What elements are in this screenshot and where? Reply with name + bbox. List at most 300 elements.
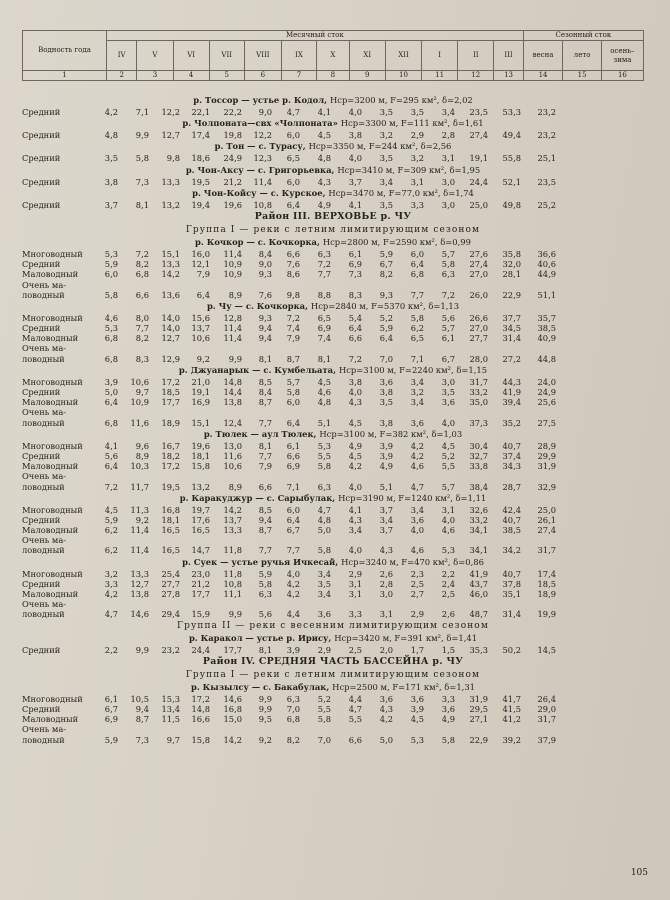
cell-value: 33,8: [469, 461, 488, 472]
cell-value: 7,4: [317, 333, 331, 344]
header-col: весна: [523, 41, 563, 71]
cell-value: 42,4: [502, 504, 521, 515]
cell-value: 40,6: [537, 259, 556, 270]
row-label: Средний: [22, 323, 61, 334]
cell-value: 5,7: [441, 248, 455, 259]
cell-value: 14,7: [191, 545, 210, 556]
cell-value: 19,5: [161, 481, 180, 492]
table-row: [22, 407, 644, 417]
cell-value: 7,7: [258, 417, 272, 428]
cell-value: 3,5: [379, 107, 393, 117]
cell-value: 13,7: [223, 514, 242, 525]
cell-value: 7,4: [286, 323, 300, 334]
cell-value: 38,5: [502, 525, 521, 536]
cell-value: 4,0: [348, 481, 362, 492]
row-label: ловодный: [22, 734, 65, 745]
cell-value: 32,6: [469, 504, 488, 515]
cell-value: 4,8: [104, 130, 118, 141]
cell-value: 15,6: [191, 312, 210, 323]
cell-value: 5,9: [379, 248, 393, 259]
station-params: Hср=3100 м, F=382 км², δ=1,03: [319, 428, 463, 439]
cell-value: 6,1: [441, 333, 455, 344]
table-header: [22, 30, 644, 81]
header-col: VI: [173, 41, 209, 71]
cell-value: 27,8: [161, 589, 180, 599]
station-name: р. Каракол — устье р. Ирису,: [188, 632, 335, 643]
cell-value: 16,8: [161, 504, 180, 515]
row-label: Средний: [22, 199, 61, 210]
cell-value: 14,8: [223, 376, 242, 387]
cell-value: 25,0: [537, 504, 556, 515]
cell-value: 3,6: [379, 376, 393, 387]
cell-value: 6,6: [348, 333, 362, 344]
cell-value: 4,0: [348, 387, 362, 397]
cell-value: 4,7: [286, 107, 300, 117]
table-row: [22, 589, 644, 599]
cell-value: 5,7: [441, 323, 455, 334]
table-row: [22, 354, 644, 364]
cell-value: 3,0: [441, 199, 455, 210]
cell-value: 13,3: [161, 259, 180, 270]
cell-value: 41,5: [502, 703, 521, 714]
table-row: [22, 505, 644, 515]
cell-value: 9,9: [258, 703, 272, 714]
cell-value: 6,4: [286, 417, 300, 428]
cell-value: 35,7: [537, 312, 556, 323]
cell-value: 11,5: [161, 714, 180, 725]
cell-value: 6,2: [104, 525, 118, 536]
cell-value: 18,5: [161, 387, 180, 397]
cell-value: 37,8: [502, 578, 521, 589]
cell-value: 24,4: [191, 644, 210, 655]
cell-value: 9,2: [258, 734, 272, 745]
page-number: 105: [630, 868, 648, 878]
header-col: II: [458, 41, 494, 71]
cell-value: 51,1: [537, 289, 556, 300]
group-heading: Группа I — реки с летним лимитирующим сезоном: [185, 224, 481, 235]
cell-value: 6,1: [348, 248, 362, 259]
station-name: р. Чолпоната—свх «Чолпоната»: [182, 118, 341, 129]
header-col-number: 15: [563, 71, 602, 81]
cell-value: 27,7: [469, 333, 488, 344]
cell-value: 3,0: [441, 176, 455, 187]
cell-value: 17,6: [191, 514, 210, 525]
cell-value: 7,2: [135, 248, 149, 259]
cell-value: 8,2: [379, 269, 393, 280]
cell-value: 2,3: [410, 568, 424, 579]
cell-value: 9,2: [135, 514, 149, 525]
cell-value: 5,3: [317, 440, 331, 451]
cell-value: 8,2: [135, 333, 149, 344]
cell-value: 13,0: [223, 440, 242, 451]
cell-value: 34,2: [502, 545, 521, 556]
cell-value: 4,0: [441, 417, 455, 428]
cell-value: 6,0: [286, 130, 300, 141]
station-params: Hср=3420 м, F=391 км², δ=1,41: [334, 632, 478, 643]
table-row: [22, 515, 644, 525]
cell-value: 44,9: [537, 269, 556, 280]
cell-value: 15,8: [191, 734, 210, 745]
cell-value: 28,9: [537, 440, 556, 451]
cell-value: 16,9: [191, 397, 210, 408]
cell-value: 19,6: [223, 199, 242, 210]
cell-value: 7,7: [135, 323, 149, 334]
cell-value: 5,3: [410, 734, 424, 745]
cell-value: 35,3: [469, 644, 488, 655]
cell-value: 5,2: [317, 693, 331, 704]
cell-value: 6,3: [441, 269, 455, 280]
cell-value: 12,7: [130, 578, 149, 589]
cell-value: 3,3: [348, 609, 362, 620]
cell-value: 13,6: [161, 289, 180, 300]
cell-value: 5,8: [135, 153, 149, 164]
cell-value: 13,8: [130, 589, 149, 599]
cell-value: 3,6: [410, 693, 424, 704]
cell-value: 8,7: [258, 525, 272, 536]
cell-value: 3,9: [104, 376, 118, 387]
header-col-number: 2: [107, 71, 137, 81]
cell-value: 28,1: [502, 269, 521, 280]
station-title: [22, 140, 644, 153]
cell-value: 3,6: [317, 609, 331, 620]
row-label: Маловодный: [22, 525, 79, 536]
header-col-number: 14: [523, 71, 563, 81]
cell-value: 17,7: [191, 589, 210, 599]
cell-value: 27,4: [537, 525, 556, 536]
cell-value: 5,0: [104, 387, 118, 397]
cell-value: 23,2: [161, 644, 180, 655]
cell-value: 3,1: [441, 153, 455, 164]
cell-value: 15,3: [161, 693, 180, 704]
cell-value: 19,4: [191, 199, 210, 210]
table-row: [22, 471, 644, 481]
station-title: [22, 164, 644, 177]
cell-value: 6,3: [286, 693, 300, 704]
cell-value: 3,5: [317, 578, 331, 589]
cell-value: 4,3: [317, 176, 331, 187]
cell-value: 6,4: [379, 333, 393, 344]
cell-value: 4,6: [317, 387, 331, 397]
header-col-number: 12: [458, 71, 494, 81]
cell-value: 2,4: [441, 578, 455, 589]
cell-value: 3,9: [286, 644, 300, 655]
cell-value: 5,6: [441, 312, 455, 323]
cell-value: 3,9: [379, 440, 393, 451]
cell-value: 49,4: [502, 130, 521, 141]
cell-value: 18,1: [161, 514, 180, 525]
cell-value: 6,2: [104, 545, 118, 556]
cell-value: 8,1: [317, 353, 331, 364]
cell-value: 14,2: [223, 734, 242, 745]
table-row: [22, 482, 644, 492]
cell-value: 5,1: [379, 481, 393, 492]
cell-value: 4,0: [410, 525, 424, 536]
station-name: р. Кызылсу — с. Бакабулак,: [191, 681, 333, 692]
cell-value: 34,1: [469, 525, 488, 536]
cell-value: 34,3: [502, 461, 521, 472]
row-label: Средний: [22, 514, 61, 525]
cell-value: 4,8: [317, 397, 331, 408]
cell-value: 3,7: [348, 176, 362, 187]
cell-value: 8,7: [258, 397, 272, 408]
cell-value: 8,2: [135, 259, 149, 270]
station-title: [22, 117, 644, 130]
cell-value: 9,4: [258, 323, 272, 334]
cell-value: 4,1: [317, 107, 331, 117]
cell-value: 5,6: [258, 609, 272, 620]
cell-value: 21,0: [191, 376, 210, 387]
cell-value: 6,6: [286, 450, 300, 461]
station-params: Hср=3100 м, F=2240 км², δ=1,15: [338, 364, 488, 375]
station-params: Hср=3350 м, F=244 км², δ=2,56: [308, 141, 452, 152]
header-monthly: Месячный сток: [107, 31, 524, 41]
header-seasonal: Сезонный сток: [523, 31, 643, 41]
station-name: р. Кочкор — с. Кочкорка,: [195, 236, 323, 247]
cell-value: 6,7: [104, 703, 118, 714]
row-label: Маловодный: [22, 714, 79, 725]
cell-value: 3,1: [348, 589, 362, 599]
table-row: [22, 645, 644, 655]
cell-value: 1,5: [441, 644, 455, 655]
cell-value: 18,5: [537, 578, 556, 589]
cell-value: 23,5: [537, 176, 556, 187]
row-label: Маловодный: [22, 333, 79, 344]
cell-value: 3,4: [379, 514, 393, 525]
cell-value: 4,4: [286, 609, 300, 620]
cell-value: 3,2: [410, 387, 424, 397]
cell-value: 40,7: [502, 514, 521, 525]
cell-value: 11,6: [223, 450, 242, 461]
cell-value: 8,5: [258, 504, 272, 515]
cell-value: 7,2: [441, 289, 455, 300]
row-label: Средний: [22, 107, 61, 117]
cell-value: 7,7: [410, 289, 424, 300]
cell-value: 11,4: [130, 525, 149, 536]
cell-value: 4,2: [410, 440, 424, 451]
cell-value: 14,0: [161, 312, 180, 323]
table-row: [22, 461, 644, 471]
station-title: [22, 236, 644, 249]
cell-value: 19,1: [191, 387, 210, 397]
cell-value: 2,5: [441, 589, 455, 599]
station-name: р. Чон-Койсу — с. Курское,: [192, 187, 329, 198]
cell-value: 3,6: [441, 397, 455, 408]
cell-value: 3,7: [104, 199, 118, 210]
cell-value: 3,6: [410, 514, 424, 525]
cell-value: 24,0: [537, 376, 556, 387]
cell-value: 5,0: [379, 734, 393, 745]
station-title: [22, 187, 644, 200]
cell-value: 35,2: [502, 417, 521, 428]
table-row: [22, 397, 644, 407]
header-col-number: 9: [349, 71, 385, 81]
station-name: р. Чу — с. Кочкорка,: [206, 300, 311, 311]
cell-value: 5,5: [317, 450, 331, 461]
cell-value: 4,3: [379, 545, 393, 556]
station-name: р. Тюлек — аул Тюлек,: [203, 428, 320, 439]
row-label: Многоводный: [22, 693, 83, 704]
cell-value: 31,7: [537, 714, 556, 725]
cell-value: 7,2: [317, 259, 331, 270]
table-row: [22, 323, 644, 333]
cell-value: 11,4: [253, 176, 272, 187]
cell-value: 29,4: [161, 609, 180, 620]
cell-value: 11,1: [223, 589, 242, 599]
cell-value: 13,3: [223, 525, 242, 536]
header-col-number: 10: [385, 71, 421, 81]
cell-value: 9,7: [135, 387, 149, 397]
header-col: IX: [282, 41, 317, 71]
cell-value: 26,1: [537, 514, 556, 525]
cell-value: 2,6: [441, 609, 455, 620]
cell-value: 25,0: [469, 199, 488, 210]
cell-value: 32,0: [502, 259, 521, 270]
row-label: ловодный: [22, 481, 65, 492]
cell-value: 41,9: [502, 387, 521, 397]
cell-value: 4,3: [379, 703, 393, 714]
cell-value: 3,4: [410, 397, 424, 408]
row-label: Маловодный: [22, 269, 79, 280]
row-label: Маловодный: [22, 589, 79, 599]
cell-value: 9,9: [228, 609, 242, 620]
cell-value: 6,5: [410, 333, 424, 344]
table-row: [22, 343, 644, 353]
cell-value: 3,4: [410, 376, 424, 387]
cell-value: 13,3: [130, 568, 149, 579]
cell-value: 6,1: [286, 440, 300, 451]
header-col-number: 3: [137, 71, 173, 81]
cell-value: 6,4: [104, 461, 118, 472]
row-label: Многоводный: [22, 568, 83, 579]
cell-value: 6,8: [286, 714, 300, 725]
table-row: [22, 153, 644, 163]
cell-value: 10,9: [223, 269, 242, 280]
row-label: Средний: [22, 450, 61, 461]
cell-value: 38,5: [537, 323, 556, 334]
cell-value: 13,2: [191, 481, 210, 492]
row-label: ловодный: [22, 545, 65, 556]
cell-value: 4,0: [441, 514, 455, 525]
cell-value: 8,0: [135, 312, 149, 323]
cell-value: 24,9: [537, 387, 556, 397]
table-row: [22, 249, 644, 259]
cell-value: 2,2: [441, 568, 455, 579]
table-row: [22, 735, 644, 745]
cell-value: 17,4: [537, 568, 556, 579]
cell-value: 7,2: [348, 353, 362, 364]
station-name: р. Суек — устье ручья Ичкесай,: [182, 556, 342, 567]
cell-value: 6,7: [379, 259, 393, 270]
row-label: ловодный: [22, 353, 65, 364]
station-title: [22, 681, 644, 694]
cell-value: 5,9: [104, 514, 118, 525]
cell-value: 9,0: [258, 259, 272, 270]
cell-value: 2,8: [379, 578, 393, 589]
cell-value: 8,2: [286, 734, 300, 745]
cell-value: 2,9: [410, 130, 424, 141]
row-label: Средний: [22, 387, 61, 397]
cell-value: 21,2: [223, 176, 242, 187]
cell-value: 5,5: [317, 703, 331, 714]
station-name: р. Тон — с. Турасу,: [214, 141, 309, 152]
row-label: Маловодный: [22, 461, 79, 472]
cell-value: 49,8: [502, 199, 521, 210]
cell-value: 37,9: [537, 734, 556, 745]
cell-value: 4,0: [286, 568, 300, 579]
cell-value: 7,7: [258, 545, 272, 556]
cell-value: 3,8: [348, 130, 362, 141]
district-heading: Район IV. СРЕДНЯЯ ЧАСТЬ БАССЕЙНА р. ЧУ: [202, 655, 464, 667]
cell-value: 11,8: [223, 545, 242, 556]
table-row: [22, 313, 644, 323]
cell-value: 23,0: [191, 568, 210, 579]
row-label: Многоводный: [22, 248, 83, 259]
cell-value: 4,9: [379, 461, 393, 472]
cell-value: 33,2: [469, 387, 488, 397]
cell-value: 7,6: [286, 259, 300, 270]
cell-value: 31,7: [537, 545, 556, 556]
cell-value: 6,9: [286, 461, 300, 472]
cell-value: 7,3: [135, 176, 149, 187]
cell-value: 3,2: [410, 153, 424, 164]
cell-value: 9,6: [135, 440, 149, 451]
cell-value: 8,1: [135, 199, 149, 210]
cell-value: 8,6: [286, 269, 300, 280]
cell-value: 37,4: [502, 450, 521, 461]
cell-value: 6,3: [317, 481, 331, 492]
cell-value: 3,8: [348, 376, 362, 387]
cell-value: 6,8: [104, 333, 118, 344]
cell-value: 5,8: [410, 312, 424, 323]
cell-value: 1,7: [410, 644, 424, 655]
cell-value: 9,5: [258, 714, 272, 725]
cell-value: 3,3: [410, 199, 424, 210]
cell-value: 17,2: [161, 461, 180, 472]
cell-value: 6,3: [258, 589, 272, 599]
cell-value: 7,3: [135, 734, 149, 745]
cell-value: 9,9: [258, 693, 272, 704]
table-row: [22, 599, 644, 609]
cell-value: 28,0: [469, 353, 488, 364]
cell-value: 16,8: [223, 703, 242, 714]
cell-value: 3,6: [441, 703, 455, 714]
table-row: [22, 724, 644, 734]
header-col: XI: [349, 41, 385, 71]
header-col: лето: [563, 41, 602, 71]
cell-value: 9,4: [258, 333, 272, 344]
cell-value: 24,9: [223, 153, 242, 164]
cell-value: 26,6: [469, 312, 488, 323]
cell-value: 6,7: [441, 353, 455, 364]
row-label: Многоводный: [22, 312, 83, 323]
station-params: Hср=3190 м, F=1240 км², δ=1,11: [338, 492, 487, 503]
station-params: Hср=3410 м, F=309 км², δ=1,95: [337, 164, 481, 175]
cell-value: 44,8: [537, 353, 556, 364]
cell-value: 31,9: [537, 461, 556, 472]
table-row: [22, 177, 644, 187]
table-body: [22, 94, 644, 745]
table-row: [22, 280, 644, 290]
cell-value: 8,1: [258, 644, 272, 655]
cell-value: 5,8: [317, 545, 331, 556]
cell-value: 8,9: [228, 481, 242, 492]
station-name: р. Джуанарык — с. Кумбельата,: [178, 364, 339, 375]
station-name: р. Тоссор — устье р. Кодол,: [193, 95, 330, 105]
cell-value: 3,4: [317, 568, 331, 579]
cell-value: 3,5: [410, 107, 424, 117]
cell-value: 9,4: [258, 514, 272, 525]
cell-value: 7,1: [135, 107, 149, 117]
